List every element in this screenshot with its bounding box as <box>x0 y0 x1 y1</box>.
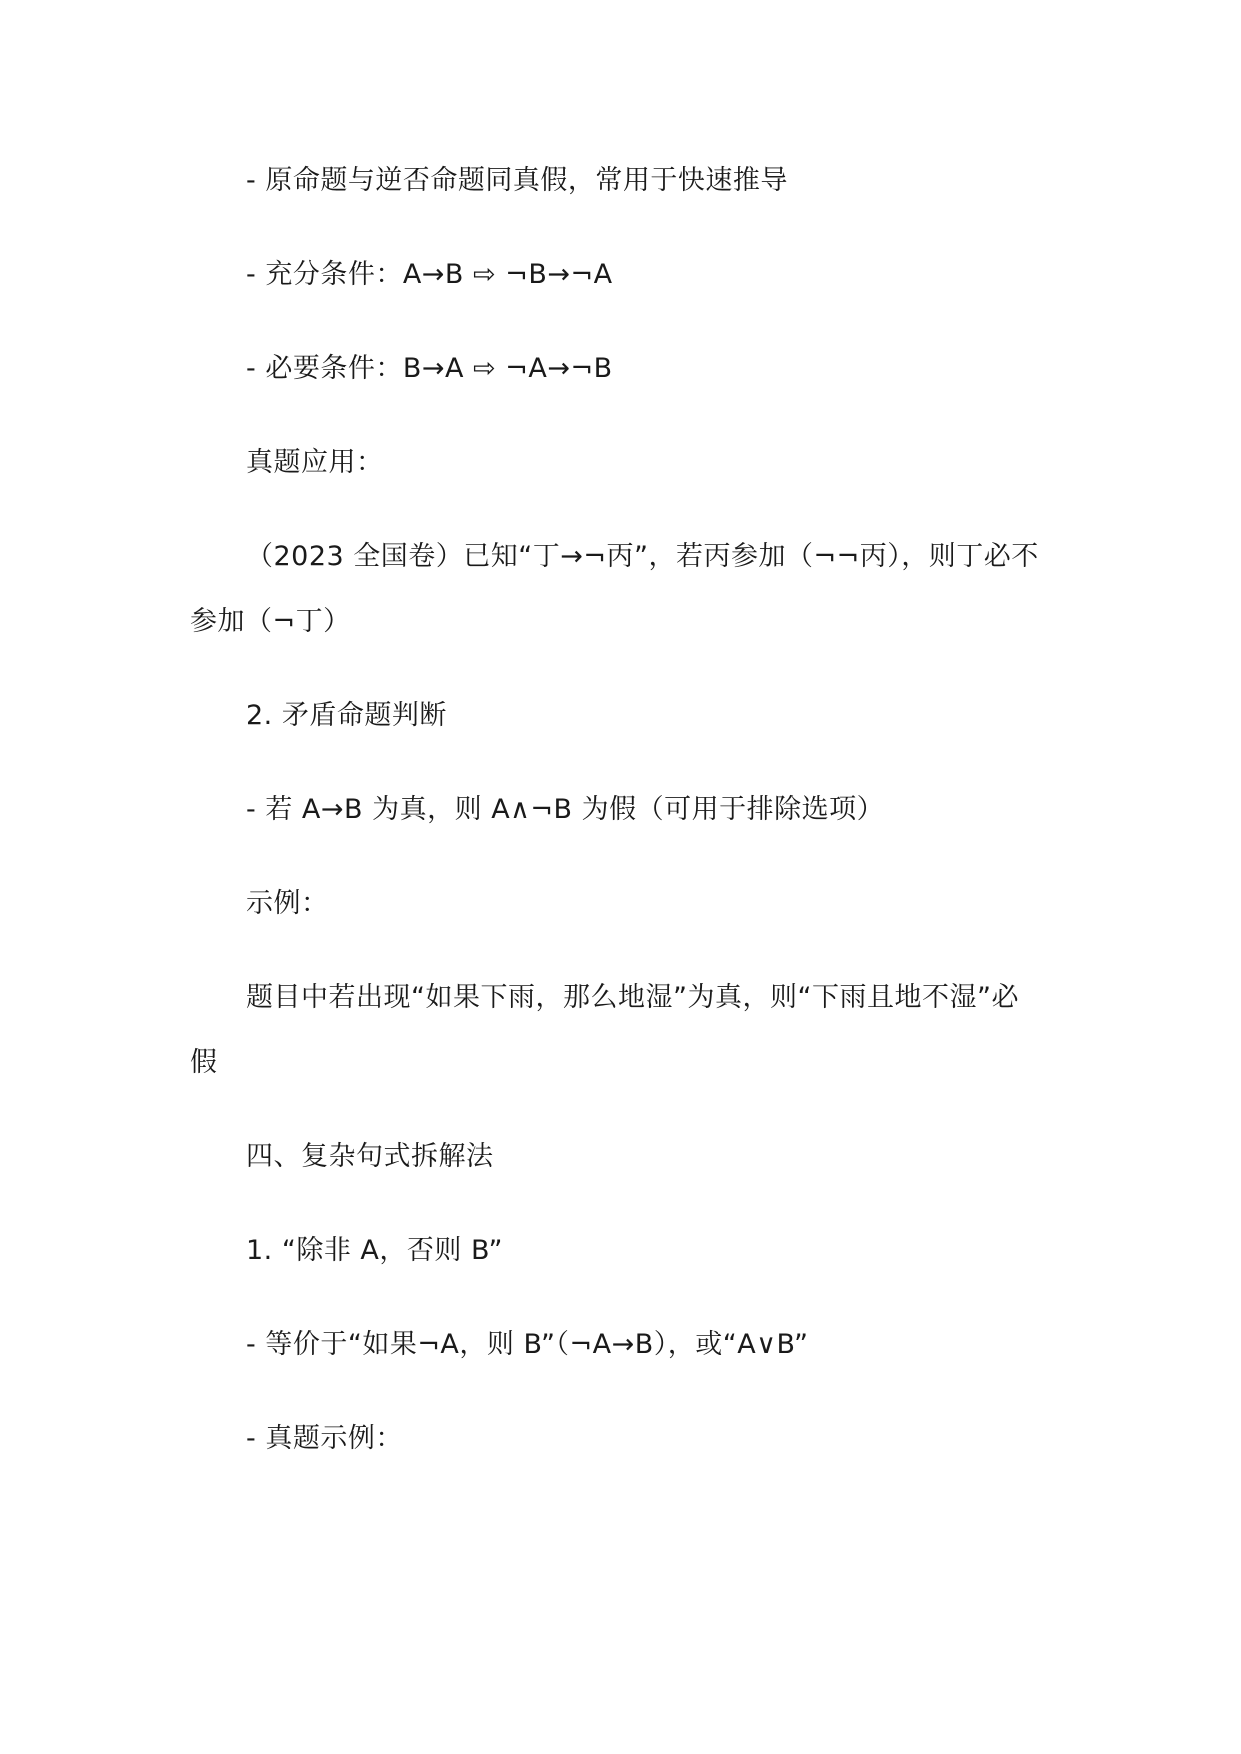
text-line-sufficient-condition: - 充分条件：A→B ⇨ ¬B→¬A <box>246 259 613 290</box>
text-line-exam-example-1-cont: 参加（¬丁） <box>190 606 351 637</box>
text-line-contrapositive: - 原命题与逆否命题同真假，常用于快速推导 <box>246 165 788 196</box>
text-line-contradiction-rule: - 若 A→B 为真，则 A∧¬B 为假（可用于排除选项） <box>246 794 885 825</box>
text-line-example-body-cont: 假 <box>190 1047 218 1078</box>
text-line-exam-application-heading: 真题应用： <box>246 447 384 478</box>
text-line-exam-example-1: （2023 全国卷）已知“丁→¬丙”，若丙参加（¬¬丙），则丁必不 <box>246 541 1039 572</box>
text-line-exam-example-heading: - 真题示例： <box>246 1423 403 1454</box>
text-line-unless-pattern: 1. “除非 A，否则 B” <box>246 1235 504 1266</box>
text-line-example-heading: 示例： <box>246 888 329 919</box>
text-line-contradiction-heading: 2. 矛盾命题判断 <box>246 700 447 731</box>
text-line-example-body: 题目中若出现“如果下雨，那么地湿”为真，则“下雨且地不湿”必 <box>246 982 1019 1013</box>
text-line-unless-equivalence: - 等价于“如果¬A，则 B”（¬A→B），或“A∨B” <box>246 1329 809 1360</box>
text-line-necessary-condition: - 必要条件：B→A ⇨ ¬A→¬B <box>246 353 613 384</box>
text-line-section-four-heading: 四、复杂句式拆解法 <box>246 1141 494 1172</box>
